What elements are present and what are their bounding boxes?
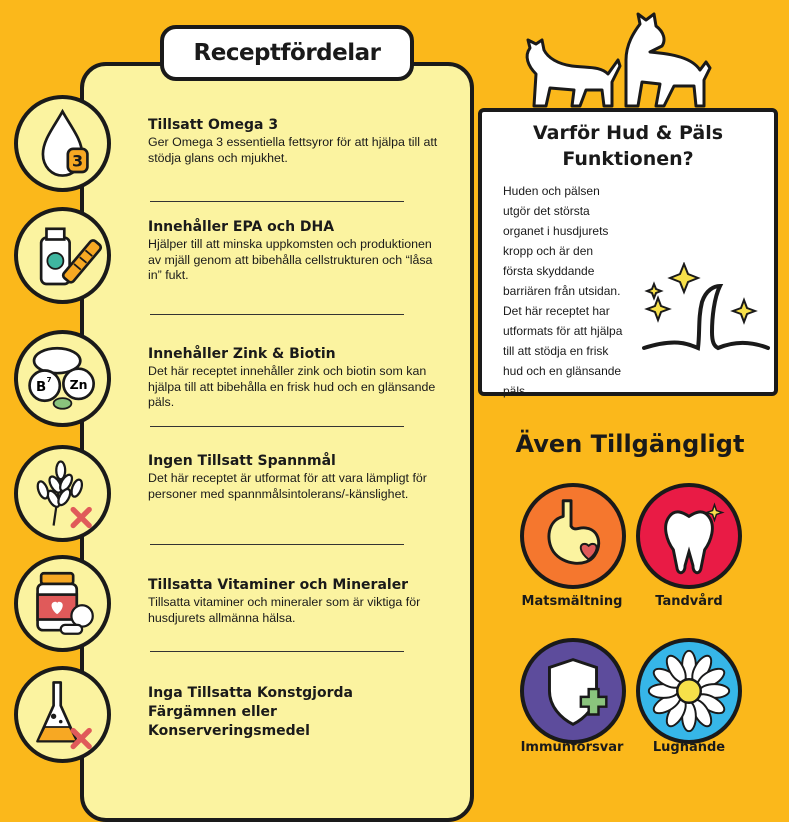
divider — [150, 544, 404, 545]
avail-label-dental: Tandvård — [655, 594, 723, 609]
benefit-title: Inga Tillsatta Konstgjorda Färgämnen eller Konserveringsmedel — [148, 685, 353, 739]
omega3-drop-icon — [14, 95, 111, 192]
page-title — [160, 25, 414, 81]
pill-b-sup: 7 — [46, 375, 52, 385]
avail-label-immune: Immunförsvar — [520, 740, 624, 755]
benefit-title: Innehåller Zink & Biotin — [148, 346, 336, 362]
benefit-title: Tillsatta Vitaminer och Mineraler — [148, 577, 409, 593]
no-chemical-flask-icon — [14, 666, 111, 763]
benefit-zinc-biotin — [148, 346, 448, 411]
cat-dog-silhouette-icon — [514, 10, 714, 108]
tooth-sparkle-icon[interactable] — [636, 483, 742, 589]
zinc-biotin-pills-icon — [14, 330, 111, 427]
stomach-heart-icon[interactable] — [520, 483, 626, 589]
no-grain-icon — [14, 445, 111, 542]
benefit-vitamins — [148, 577, 448, 626]
divider — [150, 651, 404, 652]
pill-b-label: B — [36, 379, 47, 395]
benefit-omega3 — [148, 117, 448, 166]
benefit-title: Ingen Tillsatt Spannmål — [148, 453, 336, 469]
info-text: Huden och pälsen utgör det största organet i husdjurets kropp och är den första skyddande barriären från utsidan. Det här receptet har utformats för att hjälpa till att stödja en frisk hud och en glänsande päls. — [503, 184, 623, 398]
page-title-text: Receptfördelar — [193, 40, 381, 66]
hair-follicle-sparkle-icon — [640, 262, 772, 368]
benefit-desc: Det här receptet är utformat för att vara lämpligt för personer med spannmålsintolerans/-känslighet. — [148, 471, 427, 501]
divider — [150, 314, 404, 315]
avail-label-calming: Lugnande — [652, 740, 726, 755]
pill-zn-label: Zn — [69, 377, 88, 393]
benefit-epa-dha — [148, 219, 448, 284]
benefit-desc: Tillsatta vitaminer och mineraler som är viktiga för husdjurets allmänna hälsa. — [148, 595, 421, 625]
benefit-no-grain — [148, 453, 448, 502]
daisy-flower-icon[interactable] — [636, 638, 742, 744]
benefit-desc: Ger Omega 3 essentiella fettsyror för att hjälpa till att stödja glans och mjukhet. — [148, 135, 438, 165]
benefit-title: Tillsatt Omega 3 — [148, 117, 279, 133]
omega3-badge: 3 — [72, 151, 84, 171]
bottle-dropper-icon — [14, 207, 111, 304]
divider — [150, 426, 404, 427]
also-available-title: Även Tillgängligt — [515, 430, 745, 458]
benefit-title: Innehåller EPA och DHA — [148, 219, 335, 235]
shield-plus-icon[interactable] — [520, 638, 626, 744]
benefit-desc: Det här receptet innehåller zink och biotin som kan hjälpa till att bibehålla en frisk hud och en glänsande päls. — [148, 364, 436, 409]
benefit-desc: Hjälper till att minska uppkomsten och produktionen av mjäll genom att bibehålla cellstrukturen och “låsa in” fukt. — [148, 237, 433, 282]
vitamin-jar-icon — [14, 555, 111, 652]
info-title: Varför Hud & Päls Funktionen? — [532, 122, 724, 170]
avail-label-digestion: Matsmältning — [521, 594, 623, 609]
benefit-no-artificial — [148, 684, 378, 741]
divider — [150, 201, 404, 202]
